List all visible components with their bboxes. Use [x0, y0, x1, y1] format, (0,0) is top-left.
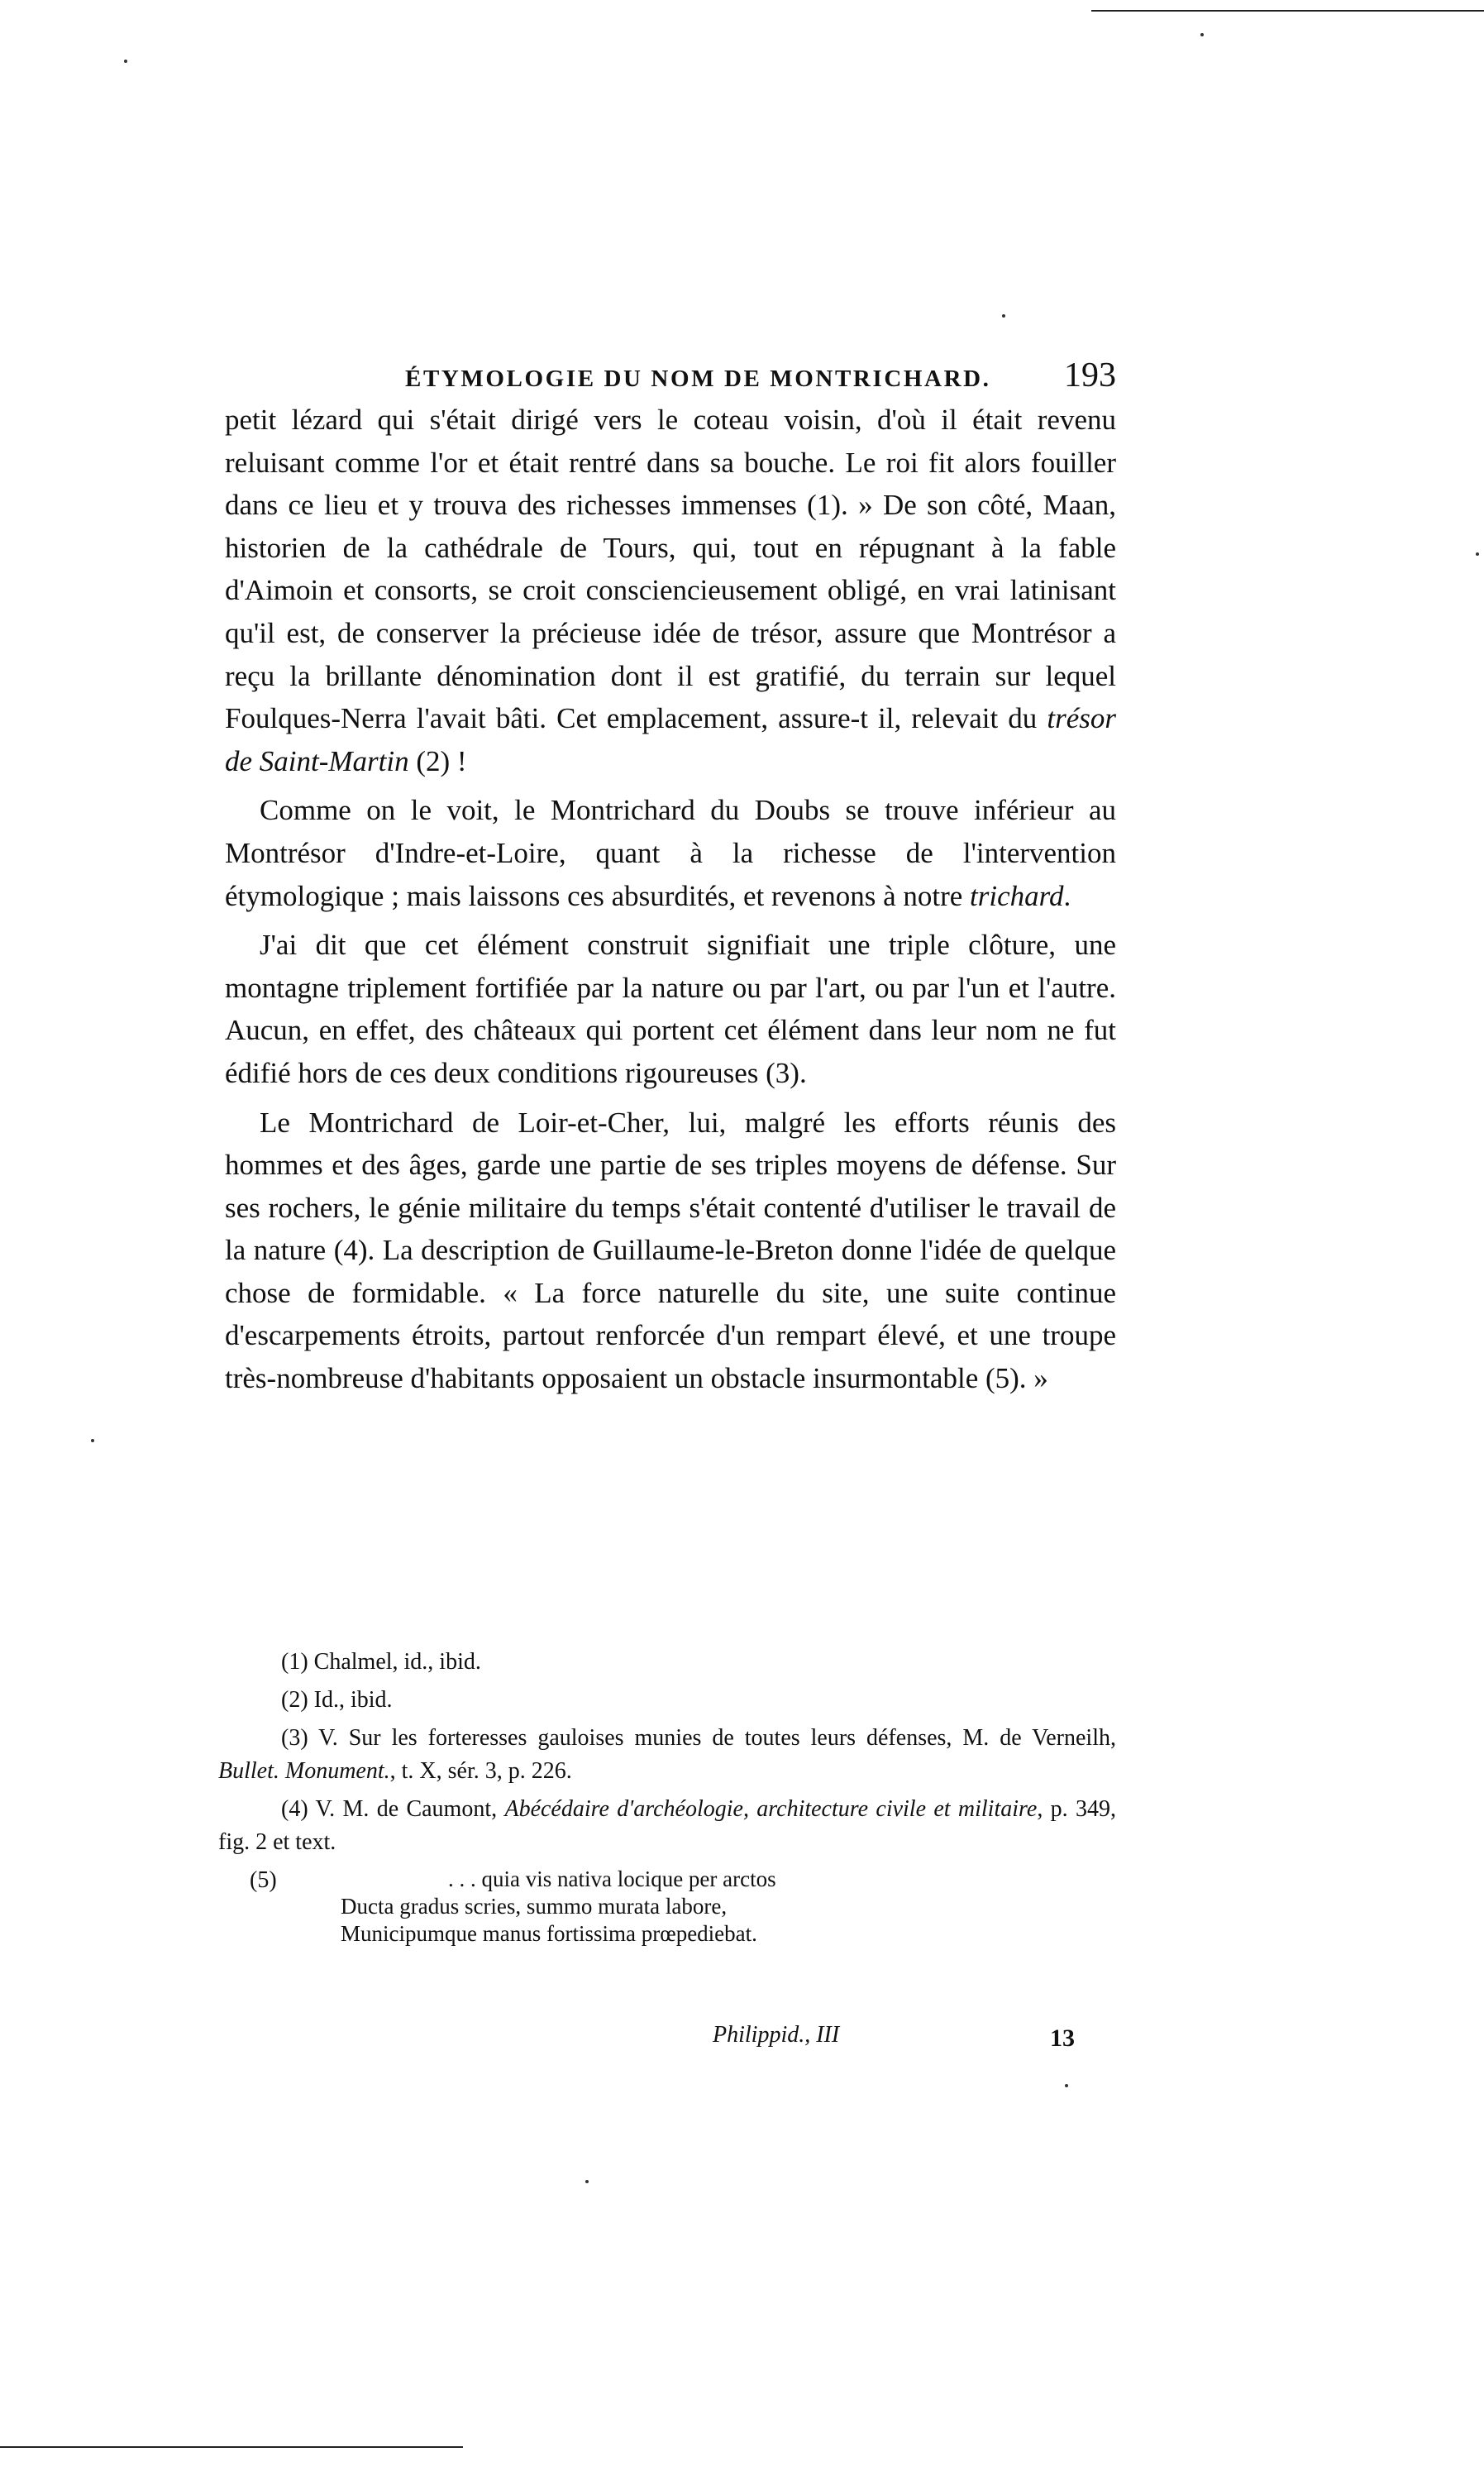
page-header	[405, 356, 1116, 405]
footnotes	[218, 1646, 1116, 1988]
footnote-4-number: (4)	[281, 1796, 308, 1822]
print-speck	[91, 1439, 94, 1442]
verse-line-1: . . . quia vis nativa locique per arctos	[448, 1867, 776, 1891]
footnote-3-text: V. Sur les forteresses gauloises munies de toutes leurs défenses, M. de Verneilh,	[318, 1725, 1116, 1751]
paragraph-2	[225, 789, 1116, 917]
footnote-2	[218, 1684, 1116, 1717]
paragraph-2-end: .	[1063, 879, 1071, 912]
paragraph-1-text: petit lézard qui s'était dirigé vers le coteau voisin, d'où il était revenu reluisant comme l'or et était rentré dans sa bouche. Le roi fit alors fouiller dans ce lieu et y trouva des richesses immenses (1). » De son côté, Maan, historien de la cathédrale de Tours, qui, tout en répugnant à la fable d'Aimoin et consorts, se croit consciencieusement obligé, en vrai latinisant qu'il est, de conserver la précieuse idée de trésor, assure que Montrésor a reçu la brillante dénomination dont il est gratifié, du terrain sur lequel Foulques-Nerra l'avait bâti. Cet emplacement, assure-t il, relevait du	[225, 404, 1116, 735]
paragraph-1-emphasis: trésor de Saint-Martin	[225, 702, 1116, 777]
print-speck	[1476, 552, 1479, 556]
print-speck	[1065, 2084, 1068, 2087]
footnote-4	[218, 1793, 1116, 1859]
printer-signature: 13	[1050, 2024, 1075, 2052]
latin-verse	[341, 1866, 776, 1948]
footnote-1-text: Chalmel, id., ibid.	[313, 1649, 481, 1675]
verse-line-2: Ducta gradus scries, summo murata labore,	[341, 1894, 728, 1919]
paragraph-1	[225, 399, 1116, 782]
paragraph-2-emphasis: trichard	[970, 879, 1064, 912]
footnote-5	[218, 1864, 1116, 1988]
print-speck	[124, 60, 127, 63]
main-text	[225, 399, 1116, 1400]
footnote-3-number: (3)	[281, 1725, 308, 1751]
paragraph-1-end: (2) !	[408, 744, 467, 777]
footnote-3-emphasis: Bullet. Monument.	[218, 1758, 390, 1784]
verse-line-3: Municipumque manus fortissima prœpediebat.	[341, 1921, 757, 1946]
print-speck	[1200, 33, 1204, 36]
footnote-4-text: V. M. de Caumont,	[315, 1796, 505, 1822]
print-speck	[1002, 314, 1005, 318]
footnote-5-number: (5)	[250, 1867, 277, 1893]
verse-source: Philippid., III	[713, 2022, 840, 2048]
print-speck	[585, 2180, 589, 2183]
paragraph-4: Le Montrichard de Loir-et-Cher, lui, malgré les efforts réunis des hommes et des âges, garde une partie de ses triples moyens de défense. Sur ses rochers, le génie militaire du temps s'était contenté d'utiliser le travail de la nature (4). La description de Guillaume-le-Breton donne l'idée de quelque chose de formidable. « La force naturelle du site, une suite continue d'escarpements étroits, partout renforcée d'un rempart élevé, et une troupe très-nombreuse d'habitants opposaient un obstacle insurmontable (5). »	[225, 1106, 1116, 1395]
paragraph-3: J'ai dit que cet élément construit signifiait une triple clôture, une montagne triplement fortifiée par la nature ou par l'art, ou par l'un et l'autre. Aucun, en effet, des châteaux qui portent cet élément dans leur nom ne fut édifié hors de ces deux conditions rigoureuses (3).	[225, 929, 1116, 1089]
page-number: 193	[1064, 356, 1116, 394]
running-title: ÉTYMOLOGIE DU NOM DE MONTRICHARD.	[405, 366, 991, 392]
footnote-2-text: Id., ibid.	[313, 1687, 393, 1713]
paragraph-2-text: Comme on le voit, le Montrichard du Doubs se trouve inférieur au Montrésor d'Indre-et-Loire, quant à la richesse de l'intervention étymologique ; mais laissons ces absurdités, et revenons à notre	[225, 794, 1116, 912]
footnote-3	[218, 1722, 1116, 1788]
top-edge-rule	[1091, 10, 1484, 12]
footnote-3-end: , t. X, sér. 3, p. 226.	[389, 1758, 572, 1784]
footnote-1-number: (1)	[281, 1649, 308, 1675]
bottom-edge-rule	[0, 2446, 463, 2448]
footnote-4-end: , p. 349, fig. 2 et text.	[218, 1796, 1116, 1855]
footnote-4-emphasis: Abécédaire d'archéologie, architecture civile et militaire	[504, 1796, 1038, 1822]
footnote-1	[218, 1646, 1116, 1679]
footnote-2-number: (2)	[281, 1687, 308, 1713]
